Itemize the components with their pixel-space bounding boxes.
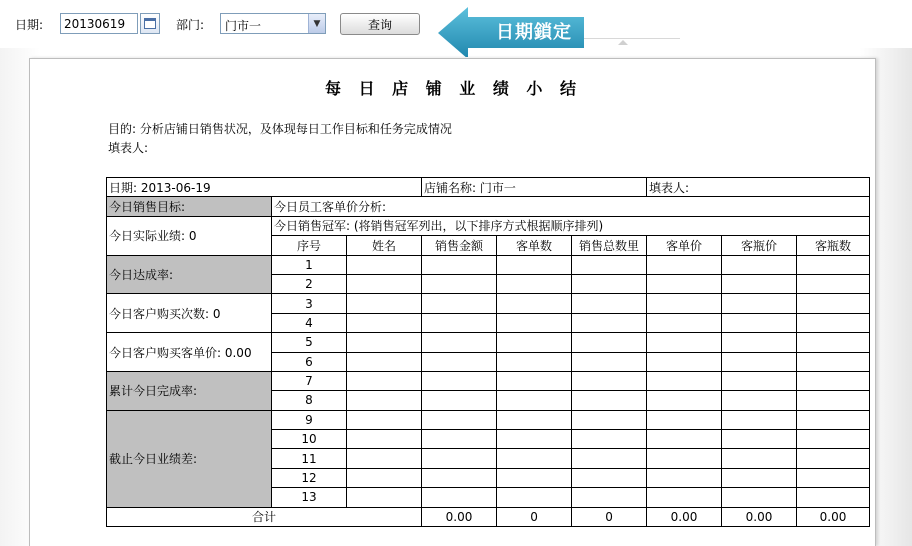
callout-text: 日期鎖定 bbox=[496, 22, 572, 43]
label-actual: 今日实际业绩: 0 bbox=[107, 216, 272, 255]
champion-row bbox=[107, 216, 870, 235]
label-target: 今日销售目标: bbox=[107, 197, 272, 216]
label-visits: 今日客户购买次数: 0 bbox=[107, 294, 272, 333]
total-orders: 0 bbox=[497, 507, 572, 526]
col-header: 客瓶数 bbox=[797, 236, 870, 255]
table-row bbox=[107, 255, 870, 274]
info-row bbox=[107, 178, 870, 197]
col-header: 销售总数里 bbox=[572, 236, 647, 255]
query-button[interactable]: 查询 bbox=[340, 13, 420, 35]
label-unit-price: 今日客户购买客单价: 0.00 bbox=[107, 333, 272, 372]
table-row bbox=[107, 371, 870, 390]
row-index: 10 bbox=[272, 430, 347, 449]
table-row bbox=[107, 333, 870, 352]
chevron-down-icon[interactable]: ▼ bbox=[308, 14, 325, 33]
col-header: 销售金额 bbox=[422, 236, 497, 255]
total-qty: 0 bbox=[572, 507, 647, 526]
label-gap: 截止今日业绩差: bbox=[107, 410, 272, 507]
report-title: 每 日 店 铺 业 绩 小 结 bbox=[325, 79, 582, 98]
row-index: 1 bbox=[272, 255, 347, 274]
table-row bbox=[107, 294, 870, 313]
dept-select[interactable] bbox=[220, 13, 326, 34]
tab-notch bbox=[618, 40, 628, 45]
row-index: 2 bbox=[272, 274, 347, 293]
date-input[interactable] bbox=[60, 13, 138, 34]
col-header: 客瓶价 bbox=[722, 236, 797, 255]
col-header: 客单价 bbox=[647, 236, 722, 255]
total-sales: 0.00 bbox=[422, 507, 497, 526]
col-header: 客单数 bbox=[497, 236, 572, 255]
row-index: 5 bbox=[272, 333, 347, 352]
report-filler: 填表人: bbox=[108, 141, 149, 155]
date-label: 日期: bbox=[15, 18, 44, 32]
label-rate: 今日达成率: bbox=[107, 255, 272, 294]
row-index: 6 bbox=[272, 352, 347, 371]
info-date: 日期: 2013-06-19 bbox=[107, 178, 422, 197]
calendar-icon bbox=[144, 18, 156, 29]
row-index: 11 bbox=[272, 449, 347, 468]
report-paper bbox=[29, 58, 876, 546]
row-index: 3 bbox=[272, 294, 347, 313]
analysis-label: 今日员工客单价分析: bbox=[272, 197, 870, 216]
date-lock-callout bbox=[438, 7, 588, 57]
report-purpose: 目的: 分析店铺日销售状况，及体现每日工作目标和任务完成情况 bbox=[108, 122, 452, 136]
row-index: 7 bbox=[272, 371, 347, 390]
total-label: 合计 bbox=[107, 507, 422, 526]
row-index: 4 bbox=[272, 313, 347, 332]
info-filler: 填表人: bbox=[647, 178, 870, 197]
target-row bbox=[107, 197, 870, 216]
total-row bbox=[107, 507, 870, 526]
label-cum-rate: 累计今日完成率: bbox=[107, 371, 272, 410]
table-row bbox=[107, 410, 870, 429]
row-index: 12 bbox=[272, 468, 347, 487]
calendar-button[interactable] bbox=[140, 13, 160, 34]
dept-select-value: 门市一 bbox=[225, 19, 262, 33]
row-index: 8 bbox=[272, 391, 347, 410]
dept-label: 部门: bbox=[176, 18, 205, 32]
total-bottle-count: 0.00 bbox=[797, 507, 870, 526]
col-header: 序号 bbox=[272, 236, 347, 255]
row-index: 9 bbox=[272, 410, 347, 429]
total-unit-price: 0.00 bbox=[647, 507, 722, 526]
total-bottle-price: 0.00 bbox=[722, 507, 797, 526]
champion-label: 今日销售冠军: (将销售冠军列出，以下排序方式根据顺序排列) bbox=[272, 216, 870, 235]
col-header: 姓名 bbox=[347, 236, 422, 255]
report-table bbox=[106, 177, 870, 527]
row-index: 13 bbox=[272, 488, 347, 507]
info-store: 店铺名称: 门市一 bbox=[422, 178, 647, 197]
